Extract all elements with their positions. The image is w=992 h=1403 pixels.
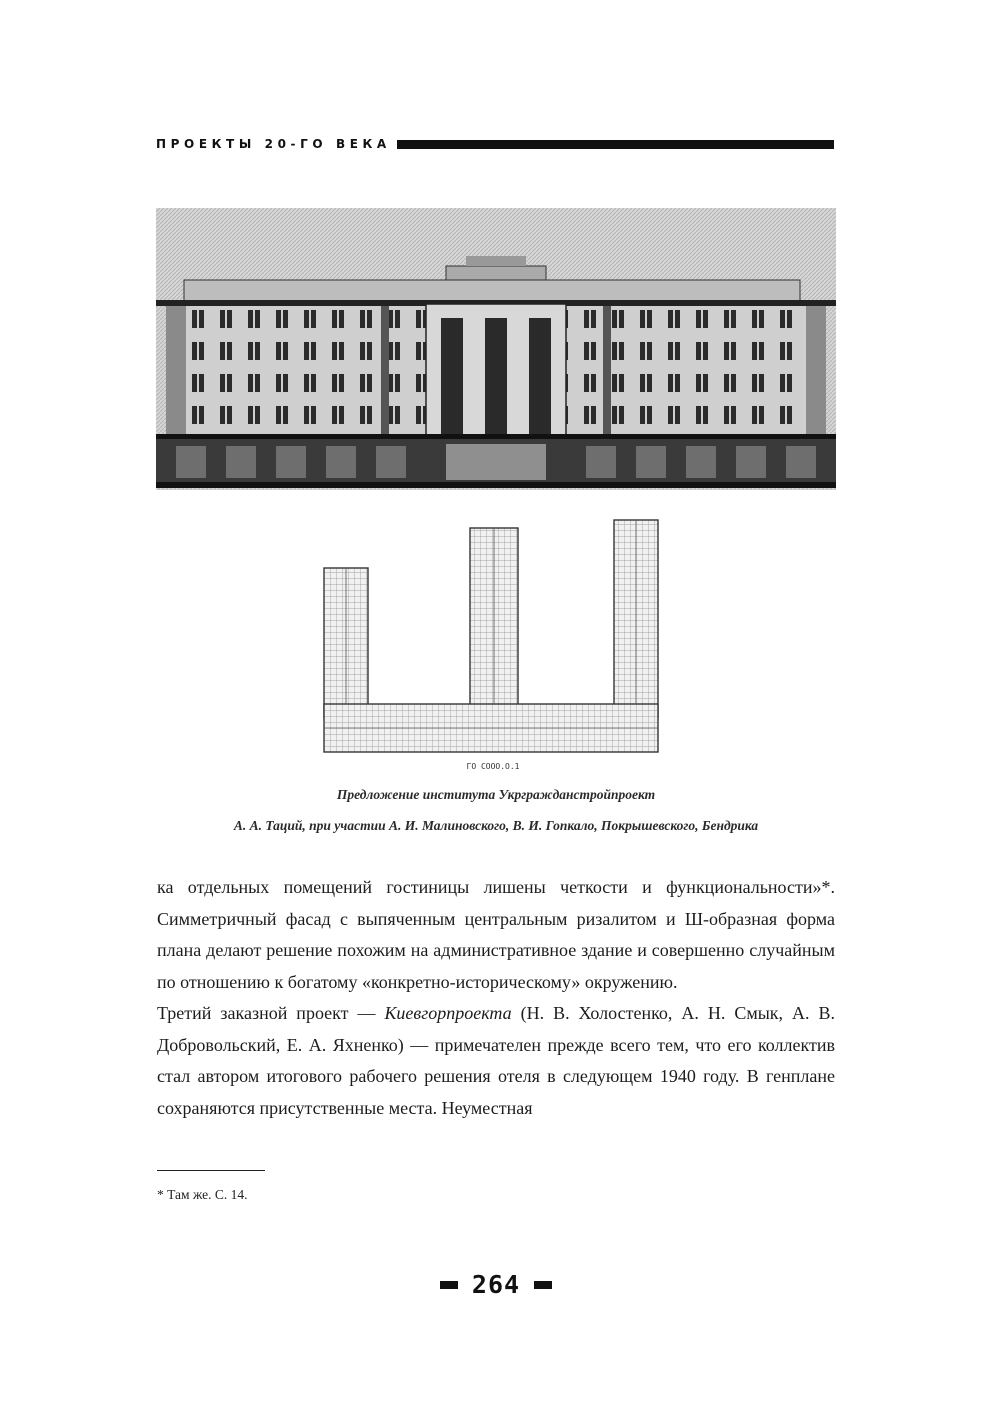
plan-scale-label: ГО СООО.О.1 — [466, 762, 520, 771]
paragraph-2-italic: Киевгорпроекта — [384, 1003, 512, 1023]
page-number-block — [0, 1270, 992, 1299]
paragraph-2 — [157, 998, 835, 1124]
footnote: * Там же. С. 14. — [157, 1187, 248, 1202]
body-text — [157, 872, 835, 1124]
paragraph-2-rest: (Н. В. Холостенко, А. Н. Смык, А. В. Добровольский, Е. А. Яхненко) — примечателен прежде всего тем, что его коллектив стал автором итогового рабочего решения отеля в следующем 1940 году. В генплане сохраняются присутственные места. Неуместная — [157, 1003, 835, 1118]
running-header — [156, 136, 834, 152]
facade-illustration — [156, 208, 836, 490]
figure-caption-line2: А. А. Таций, при участии А. И. Малиновского, В. И. Гопкало, Покрышевского, Бендрика — [233, 818, 759, 833]
paragraph-1: ка отдельных помещений гостиницы лишены четкости и функциональности»*. Симметричный фасад с выпяченным центральным ризалитом и Ш-образная форма плана делают решение похожим на административное здание и совершенно случайным по отношению к богатому «конкретно-историческому» окружению. — [157, 877, 835, 992]
page-number-bar-left — [440, 1281, 458, 1289]
header-rule — [397, 140, 834, 149]
floor-plan-illustration — [318, 518, 668, 773]
page-number-bar-right — [534, 1281, 552, 1289]
figure-caption-line1: Предложение института Укргражданстройпроект — [336, 787, 656, 802]
running-header-title: ПРОЕКТЫ 20-ГО ВЕКА — [156, 137, 391, 151]
paragraph-2-start: Третий заказной проект — — [157, 1003, 385, 1023]
footnote-rule — [157, 1170, 265, 1171]
page-number: 264 — [471, 1270, 521, 1299]
